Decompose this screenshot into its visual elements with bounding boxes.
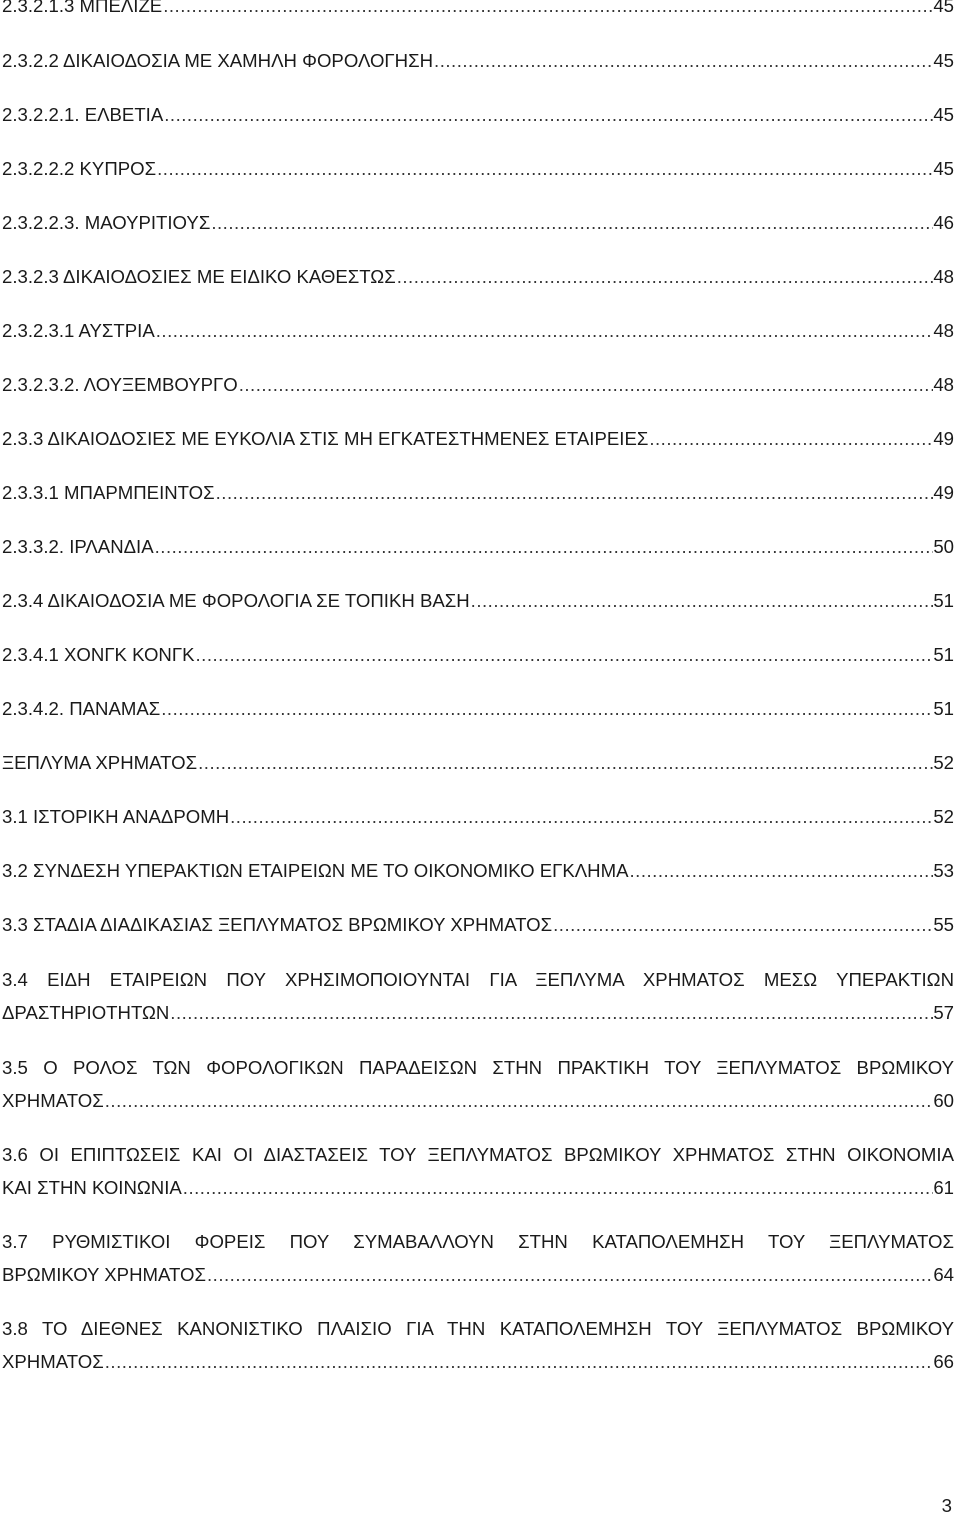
toc-entry-label: 2.3.4.1 ΧΟΝΓΚ ΚΟΝΓΚ [2,644,195,665]
toc-entry[interactable] [2,1087,954,1115]
toc-leader-dots [197,749,933,777]
toc-entry[interactable] [2,857,954,885]
toc-entry-page: 66 [933,1351,954,1372]
toc-leader-dots [182,1174,934,1202]
toc-entry-label: ΞΕΠΛΥΜΑ ΧΡΗΜΑΤΟΣ [2,752,198,773]
toc-entry-label: ΧΡΗΜΑΤΟΣ [2,1090,104,1111]
toc-entry-label: 2.3.3.1 ΜΠΑΡΜΠΕΙΝΤΟΣ [2,482,215,503]
toc-entry-label: 3.3 ΣΤΑΔΙΑ ΔΙΑΔΙΚΑΣΙΑΣ ΞΕΠΛΥΜΑΤΟΣ ΒΡΩΜΙΚΟΥ ΧΡΗΜΑΤΟΣ [2,914,553,935]
toc-entry[interactable] [2,587,954,615]
toc-entry-label: ΧΡΗΜΑΤΟΣ [2,1351,104,1372]
toc-entry-page: 51 [933,590,954,611]
toc-entry-page: 45 [933,50,954,71]
toc-entry[interactable] [2,101,954,129]
toc-entry-label: 2.3.2.1.3 ΜΠΕΛΙΖΕ [2,0,163,16]
toc-leader-dots [154,533,934,561]
toc-entry-wrapped-first-line[interactable] [2,1315,954,1343]
toc-entry-page: 61 [933,1177,954,1198]
toc-leader-dots [210,209,933,237]
toc-leader-dots [238,371,934,399]
toc-entry[interactable] [2,155,954,183]
toc-leader-dots [104,1348,934,1376]
toc-entry[interactable] [2,263,954,291]
toc-entry[interactable] [2,641,954,669]
toc-leader-dots [433,47,933,75]
toc-entry-page: 45 [933,158,954,179]
toc-entry-page: 57 [933,1002,954,1023]
toc-entry[interactable] [2,1174,954,1202]
toc-entry-wrapped-first-line[interactable] [2,1141,954,1169]
toc-entry-page: 48 [933,266,954,287]
toc-leader-dots [628,857,933,885]
toc-entry-label: 3.5 Ο ΡΟΛΟΣ ΤΩΝ ΦΟΡΟΛΟΓΙΚΩΝ ΠΑΡΑΔΕΙΣΩΝ ΣΤΗΝ ΠΡΑΚΤΙΚΗ ΤΟΥ ΞΕΠΛΥΜΑΤΟΣ ΒΡΩΜΙΚΟΥ [2,1057,954,1078]
toc-leader-dots [160,695,933,723]
toc-entry-page: 48 [933,320,954,341]
toc-entry[interactable] [2,803,954,831]
toc-entry-label: 2.3.2.3.2. ΛΟΥΞΕΜΒΟΥΡΓΟ [2,374,238,395]
toc-entry-page: 46 [933,212,954,233]
toc-entry[interactable] [2,209,954,237]
toc-entry[interactable] [2,479,954,507]
page-number: 3 [941,1495,952,1516]
toc-entry-label: ΔΡΑΣΤΗΡΙΟΤΗΤΩΝ [2,1002,170,1023]
toc-entry-page: 52 [933,752,954,773]
toc-entry-wrapped-first-line[interactable] [2,1228,954,1256]
toc-entry-page: 48 [933,374,954,395]
toc-entry-label: 3.7 ΡΥΘΜΙΣΤΙΚΟΙ ΦΟΡΕΙΣ ΠΟΥ ΣΥΜΑΒΑΛΛΟΥΝ ΣΤΗΝ ΚΑΤΑΠΟΛΕΜΗΣΗ ΤΟΥ ΞΕΠΛΥΜΑΤΟΣ [2,1231,954,1252]
toc-leader-dots [215,479,934,507]
toc-leader-dots [163,101,933,129]
toc-entry-label: 2.3.2.2.2 ΚΥΠΡΟΣ [2,158,157,179]
toc-entry[interactable] [2,749,954,777]
toc-leader-dots [195,641,934,669]
toc-entry[interactable] [2,0,954,20]
toc-leader-dots [104,1087,934,1115]
toc-entry-label: 2.3.2.2 ΔΙΚΑΙΟΔΟΣΙΑ ΜΕ ΧΑΜΗΛΗ ΦΟΡΟΛΟΓΗΣΗ [2,50,434,71]
toc-entry-label: ΚΑΙ ΣΤΗΝ ΚΟΙΝΩΝΙΑ [2,1177,182,1198]
toc-entry-label: 3.4 ΕΙΔΗ ΕΤΑΙΡΕΙΩΝ ΠΟΥ ΧΡΗΣΙΜΟΠΟΙΟΥΝΤΑΙ ΓΙΑ ΞΕΠΛΥΜΑ ΧΡΗΜΑΤΟΣ ΜΕΣΩ ΥΠΕΡΑΚΤΙΩΝ [2,969,954,990]
toc-entry-page: 45 [933,104,954,125]
toc-entry[interactable] [2,1348,954,1376]
toc-entry-label: 2.3.3 ΔΙΚΑΙΟΔΟΣΙΕΣ ΜΕ ΕΥΚΟΛΙΑ ΣΤΙΣ ΜΗ ΕΓΚΑΤΕΣΤΗΜΕΝΕΣ ΕΤΑΙΡΕΙΕΣ [2,428,649,449]
toc-entry[interactable] [2,317,954,345]
toc-entry-page: 50 [933,536,954,557]
toc-entry-page: 52 [933,806,954,827]
toc-entry-page: 49 [933,482,954,503]
toc-leader-dots [552,911,933,939]
toc-entry-label: 2.3.2.3.1 ΑΥΣΤΡΙΑ [2,320,155,341]
toc-leader-dots [156,155,933,183]
toc-entry-label: 2.3.4.2. ΠΑΝΑΜΑΣ [2,698,161,719]
toc-entry-label: 2.3.2.2.3. ΜΑΟΥΡΙΤΙΟΥΣ [2,212,211,233]
toc-leader-dots [470,587,934,615]
toc-entry-page: 55 [933,914,954,935]
toc-entry-page: 49 [933,428,954,449]
toc-entry-label: 3.1 ΙΣΤΟΡΙΚΗ ΑΝΑΔΡΟΜΗ [2,806,230,827]
toc-entry-wrapped-first-line[interactable] [2,966,954,994]
toc-entry-wrapped-first-line[interactable] [2,1054,954,1082]
toc-entry[interactable] [2,999,954,1027]
toc-entry[interactable] [2,425,954,453]
toc-entry-label: 2.3.4 ΔΙΚΑΙΟΔΟΣΙΑ ΜΕ ΦΟΡΟΛΟΓΙΑ ΣΕ ΤΟΠΙΚΗ ΒΑΣΗ [2,590,470,611]
toc-entry[interactable] [2,1261,954,1289]
toc-entry-label: 2.3.3.2. ΙΡΛΑΝΔΙΑ [2,536,154,557]
toc-entry-page: 51 [933,698,954,719]
toc-leader-dots [155,317,934,345]
toc-entry-label: 3.6 ΟΙ ΕΠΙΠΤΩΣΕΙΣ ΚΑΙ ΟΙ ΔΙΑΣΤΑΣΕΙΣ ΤΟΥ ΞΕΠΛΥΜΑΤΟΣ ΒΡΩΜΙΚΟΥ ΧΡΗΜΑΤΟΣ ΣΤΗΝ ΟΙΚΟΝΟΜΙΑ [2,1144,954,1165]
toc-entry[interactable] [2,533,954,561]
toc-leader-dots [162,0,933,20]
toc-entry-page: 45 [933,0,954,16]
toc-entry-label: 2.3.2.2.1. ΕΛΒΕΤΙΑ [2,104,164,125]
toc-entry-label: 3.8 ΤΟ ΔΙΕΘΝΕΣ ΚΑΝΟΝΙΣΤΙΚΟ ΠΛΑΙΣΙΟ ΓΙΑ ΤΗΝ ΚΑΤΑΠΟΛΕΜΗΣΗ ΤΟΥ ΞΕΠΛΥΜΑΤΟΣ ΒΡΩΜΙΚΟΥ [2,1318,954,1339]
toc-entry-page: 60 [933,1090,954,1111]
toc-leader-dots [169,999,933,1027]
toc-leader-dots [206,1261,933,1289]
toc-entry-page: 51 [933,644,954,665]
toc-entry[interactable] [2,371,954,399]
toc-leader-dots [396,263,934,291]
toc-leader-dots [229,803,933,831]
toc-entry-label: ΒΡΩΜΙΚΟΥ ΧΡΗΜΑΤΟΣ [2,1264,207,1285]
toc-entry-label: 3.2 ΣΥΝΔΕΣΗ ΥΠΕΡΑΚΤΙΩΝ ΕΤΑΙΡΕΙΩΝ ΜΕ ΤΟ ΟΙΚΟΝΟΜΙΚΟ ΕΓΚΛΗΜΑ [2,860,629,881]
toc-entry-page: 64 [933,1264,954,1285]
toc-entry[interactable] [2,911,954,939]
toc-entry-page: 53 [933,860,954,881]
toc-entry-label: 2.3.2.3 ΔΙΚΑΙΟΔΟΣΙΕΣ ΜΕ ΕΙΔΙΚΟ ΚΑΘΕΣΤΩΣ [2,266,396,287]
toc-leader-dots [648,425,933,453]
toc-entry[interactable] [2,695,954,723]
toc-entry[interactable] [2,47,954,75]
